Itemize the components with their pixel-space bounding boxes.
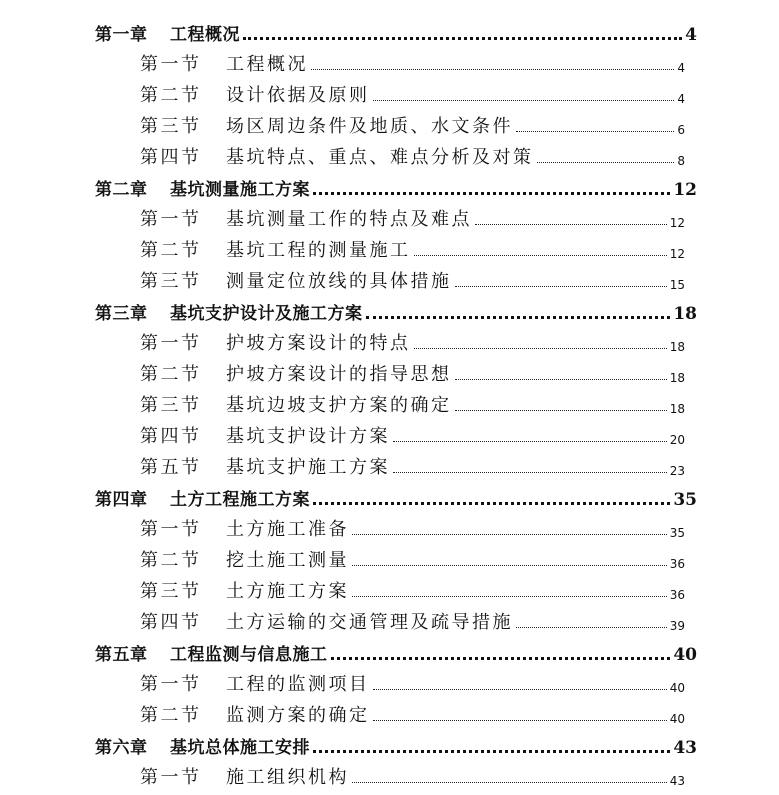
toc-entry-number: 第一章 bbox=[95, 25, 148, 45]
toc-entry-page-number: 36 bbox=[669, 588, 685, 602]
toc-entry-title: 土方运输的交通管理及疏导措施 bbox=[226, 612, 513, 633]
toc-entry-page-number: 40 bbox=[669, 681, 685, 695]
toc-entry-page-number: 18 bbox=[673, 304, 697, 324]
toc-entry-title: 基坑特点、重点、难点分析及对策 bbox=[226, 147, 534, 168]
toc-chapter-entry[interactable] bbox=[95, 639, 697, 665]
dot-leader bbox=[537, 158, 675, 163]
toc-entry-number: 第三节 bbox=[140, 116, 202, 137]
toc-entry-number: 第四节 bbox=[140, 426, 202, 447]
toc-entry-number: 第一节 bbox=[140, 54, 202, 75]
toc-entry-title: 基坑工程的测量施工 bbox=[226, 240, 411, 261]
dot-leader bbox=[516, 623, 667, 628]
toc-entry-title: 土方施工方案 bbox=[226, 581, 349, 602]
toc-entry-number: 第一节 bbox=[140, 519, 202, 540]
toc-entry-number: 第一节 bbox=[140, 674, 202, 695]
toc-entry-page-number: 36 bbox=[669, 557, 685, 571]
toc-entry-number: 第四节 bbox=[140, 612, 202, 633]
toc-entry-title: 土方施工准备 bbox=[226, 519, 349, 540]
toc-entry-page-number: 12 bbox=[669, 216, 685, 230]
toc-entry-title: 场区周边条件及地质、水文条件 bbox=[226, 116, 513, 137]
toc-section-entry[interactable] bbox=[140, 608, 685, 634]
toc-entry-page-number: 23 bbox=[669, 464, 685, 478]
toc-section-entry[interactable] bbox=[140, 329, 685, 355]
toc-entry-page-number: 15 bbox=[669, 278, 685, 292]
toc-entry-number: 第一节 bbox=[140, 767, 202, 788]
dot-leader bbox=[516, 127, 674, 132]
toc-entry-title: 工程概况 bbox=[170, 25, 240, 45]
toc-entry-title: 土方工程施工方案 bbox=[170, 490, 310, 510]
toc-entry-number: 第四章 bbox=[95, 490, 148, 510]
dot-leader bbox=[352, 592, 667, 597]
toc-chapter-entry[interactable] bbox=[95, 732, 697, 758]
dot-leader bbox=[414, 251, 667, 256]
toc-entry-title: 测量定位放线的具体措施 bbox=[226, 271, 452, 292]
toc-entry-page-number: 35 bbox=[669, 526, 685, 540]
toc-entry-number: 第二节 bbox=[140, 550, 202, 571]
toc-entry-title: 基坑支护设计方案 bbox=[226, 426, 390, 447]
toc-entry-number: 第三节 bbox=[140, 271, 202, 292]
dot-leader bbox=[366, 312, 671, 319]
toc-entry-title: 设计依据及原则 bbox=[226, 85, 370, 106]
dot-leader bbox=[373, 96, 675, 101]
toc-entry-title: 挖土施工测量 bbox=[226, 550, 349, 571]
dot-leader bbox=[352, 530, 667, 535]
dot-leader bbox=[393, 437, 667, 442]
toc-entry-number: 第五章 bbox=[95, 645, 148, 665]
toc-section-entry[interactable] bbox=[140, 236, 685, 262]
toc-entry-page-number: 39 bbox=[669, 619, 685, 633]
toc-entry-number: 第六章 bbox=[95, 738, 148, 758]
toc-entry-number: 第四节 bbox=[140, 147, 202, 168]
toc-chapter-entry[interactable] bbox=[95, 19, 697, 45]
toc-entry-number: 第三节 bbox=[140, 581, 202, 602]
toc-entry-page-number: 12 bbox=[673, 180, 697, 200]
toc-entry-title: 基坑总体施工安排 bbox=[170, 738, 310, 758]
toc-entry-page-number: 4 bbox=[685, 25, 697, 45]
toc-section-entry[interactable] bbox=[140, 422, 685, 448]
toc-section-entry[interactable] bbox=[140, 205, 685, 231]
dot-leader bbox=[414, 344, 667, 349]
dot-leader bbox=[373, 685, 667, 690]
toc-section-entry[interactable] bbox=[140, 453, 685, 479]
toc-entry-title: 基坑测量施工方案 bbox=[170, 180, 310, 200]
toc-section-entry[interactable] bbox=[140, 515, 685, 541]
toc-entry-page-number: 43 bbox=[669, 774, 685, 788]
toc-entry-number: 第三章 bbox=[95, 304, 148, 324]
dot-leader bbox=[352, 561, 667, 566]
toc-entry-number: 第三节 bbox=[140, 395, 202, 416]
toc-section-entry[interactable] bbox=[140, 112, 685, 138]
toc-chapter-entry[interactable] bbox=[95, 174, 697, 200]
toc-entry-page-number: 18 bbox=[669, 402, 685, 416]
dot-leader bbox=[313, 498, 670, 505]
toc-entry-title: 工程的监测项目 bbox=[226, 674, 370, 695]
toc-entry-number: 第二节 bbox=[140, 240, 202, 261]
toc-entry-page-number: 40 bbox=[669, 712, 685, 726]
dot-leader bbox=[313, 188, 670, 195]
dot-leader bbox=[455, 282, 667, 287]
toc-entry-page-number: 43 bbox=[673, 738, 697, 758]
dot-leader bbox=[311, 65, 674, 70]
toc-section-entry[interactable] bbox=[140, 391, 685, 417]
toc-section-entry[interactable] bbox=[140, 577, 685, 603]
toc-entry-number: 第二章 bbox=[95, 180, 148, 200]
toc-section-entry[interactable] bbox=[140, 701, 685, 727]
toc-section-entry[interactable] bbox=[140, 81, 685, 107]
toc-chapter-entry[interactable] bbox=[95, 298, 697, 324]
dot-leader bbox=[352, 778, 667, 783]
toc-entry-page-number: 18 bbox=[669, 340, 685, 354]
toc-section-entry[interactable] bbox=[140, 50, 685, 76]
toc-chapter-entry[interactable] bbox=[95, 484, 697, 510]
toc-entry-number: 第一节 bbox=[140, 209, 202, 230]
toc-entry-number: 第一节 bbox=[140, 333, 202, 354]
dot-leader bbox=[373, 716, 667, 721]
toc-entry-page-number: 40 bbox=[673, 645, 697, 665]
toc-entry-title: 基坑边坡支护方案的确定 bbox=[226, 395, 452, 416]
toc-section-entry[interactable] bbox=[140, 360, 685, 386]
toc-entry-title: 护坡方案设计的指导思想 bbox=[226, 364, 452, 385]
toc-section-entry[interactable] bbox=[140, 143, 685, 169]
dot-leader bbox=[475, 220, 667, 225]
dot-leader bbox=[313, 746, 670, 753]
dot-leader bbox=[393, 468, 667, 473]
toc-entry-title: 基坑测量工作的特点及难点 bbox=[226, 209, 472, 230]
toc-section-entry[interactable] bbox=[140, 546, 685, 572]
toc-entry-page-number: 8 bbox=[677, 154, 685, 168]
toc-entry-title: 监测方案的确定 bbox=[226, 705, 370, 726]
toc-entry-page-number: 4 bbox=[677, 92, 685, 106]
toc-section-entry[interactable] bbox=[140, 763, 685, 789]
toc-entry-page-number: 18 bbox=[669, 371, 685, 385]
dot-leader bbox=[455, 406, 667, 411]
toc-entry-number: 第五节 bbox=[140, 457, 202, 478]
toc-entry-page-number: 35 bbox=[673, 490, 697, 510]
toc-entry-number: 第二节 bbox=[140, 705, 202, 726]
dot-leader bbox=[455, 375, 667, 380]
toc-entry-title: 工程监测与信息施工 bbox=[170, 645, 328, 665]
toc-entry-title: 基坑支护设计及施工方案 bbox=[170, 304, 363, 324]
toc-entry-title: 工程概况 bbox=[226, 54, 308, 75]
toc-entry-page-number: 12 bbox=[669, 247, 685, 261]
dot-leader bbox=[243, 33, 682, 40]
toc-entry-number: 第二节 bbox=[140, 85, 202, 106]
toc-section-entry[interactable] bbox=[140, 670, 685, 696]
toc-section-entry[interactable] bbox=[140, 267, 685, 293]
toc-entry-page-number: 20 bbox=[669, 433, 685, 447]
toc-entry-title: 基坑支护施工方案 bbox=[226, 457, 390, 478]
toc-entry-page-number: 4 bbox=[677, 61, 685, 75]
dot-leader bbox=[331, 653, 671, 660]
toc-entry-title: 护坡方案设计的特点 bbox=[226, 333, 411, 354]
toc-entry-number: 第二节 bbox=[140, 364, 202, 385]
toc-entry-title: 施工组织机构 bbox=[226, 767, 349, 788]
toc-entry-page-number: 6 bbox=[677, 123, 685, 137]
